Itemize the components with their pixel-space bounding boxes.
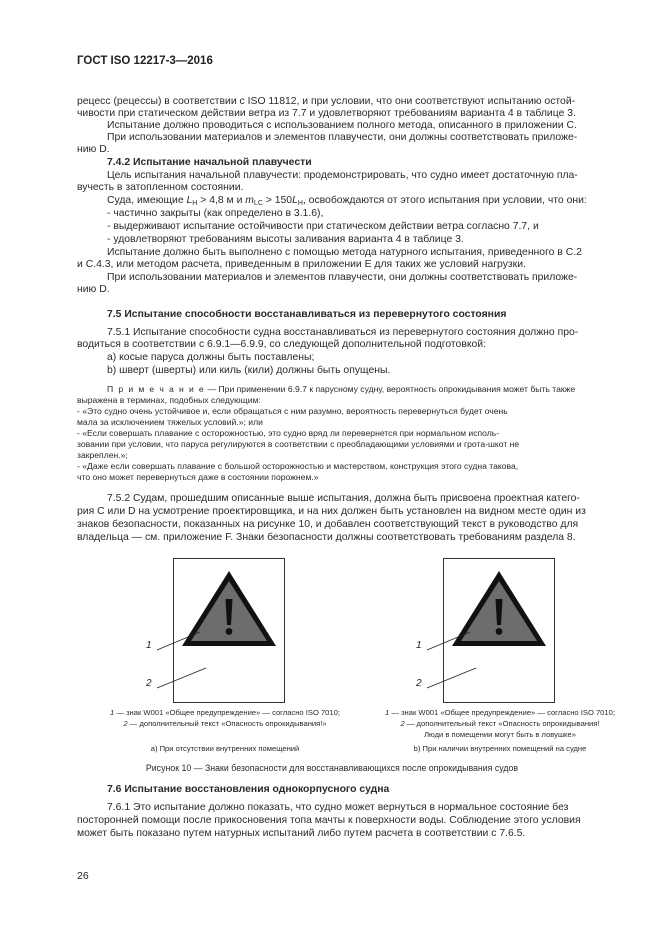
- text-line: водиться в соответствии с 6.9.1—6.9.9, со следующей дополнительной подготовкой:: [77, 339, 486, 350]
- note-line: П р и м е ч а н и е — При применении 6.9.7 к парусному судну, вероятность опрокидывания может быть также: [107, 384, 576, 394]
- note-line: мала за исключением тяжелых условий.»; или: [77, 417, 263, 427]
- figure-subcaption-a: a) При отсутствии внутренних помещений: [150, 744, 300, 753]
- text-line: а) косые паруса должны быть поставлены;: [107, 352, 315, 363]
- text-line: Испытание должно быть выполнено с помощью метода натурного испытания, приведенного в С.2: [107, 247, 582, 258]
- text-line: 7.5.2 Судам, прошедшим описанные выше испытания, должна быть присвоена проектная катего-: [107, 493, 580, 504]
- figure-caption-b-line3: Люди в помещении могут быть в ловушке»: [424, 730, 576, 739]
- text-line: владельца — см. приложение F. Знаки безопасности должны соответствовать требованиям раздела 8.: [77, 532, 576, 543]
- callout-leaders-b: [410, 600, 530, 700]
- callout-leaders-a: [140, 600, 260, 700]
- text-line: рецесс (рецессы) в соответствии с ISO 11812, и при условии, что они соответствуют испытанию остой-: [77, 96, 576, 107]
- section-heading-7-5: 7.5 Испытание способности восстанавливаться из перевернутого состояния: [107, 309, 507, 320]
- text-line: - удовлетворяют требованиям высоты заливания варианта 4 в таблице 3.: [107, 234, 464, 245]
- note-line: - «Это судно очень устойчивое и, если обращаться с ним разумно, вероятность перевернуться будет очень: [77, 406, 508, 416]
- text-line: может быть показано путем натурных испытаний либо путем расчета в соответствии с 7.6.5.: [77, 828, 526, 839]
- text-line: 7.6.1 Это испытание должно показать, что судно может вернуться в нормальное состояние без: [107, 802, 569, 813]
- document-header: ГОСТ ISO 12217-3—2016: [77, 55, 213, 67]
- page-number: 26: [77, 870, 89, 882]
- note-line: что оно может перевернуться даже в состоянии порожнем.»: [77, 472, 319, 482]
- callout-1-b: 1: [416, 640, 422, 651]
- note-line: - «Если совершать плавание с осторожностью, это судно вряд ли перевернется при нормальном исполь-: [77, 428, 500, 438]
- callout-2-b: 2: [416, 678, 422, 689]
- note-line: выражена в терминах, подобных следующим:: [77, 395, 261, 405]
- figure-caption-a-line2: 2 — дополнительный текст «Опасность опрокидывания!»: [123, 719, 327, 728]
- text-line: рия С или D на усмотрение проектировщика, и на них должен быть установлен на видном месте один из: [77, 506, 586, 517]
- text-line: - частично закрыты (как определено в 3.1.6),: [107, 208, 324, 219]
- callout-1-a: 1: [146, 640, 152, 651]
- figure-caption-a-line1: 1 — знак W001 «Общее предупреждение» — согласно ISO 7010;: [110, 708, 340, 717]
- text-line: нию D.: [77, 284, 110, 295]
- figure-title: Рисунок 10 — Знаки безопасности для восстанавливающихся после опрокидывания судов: [145, 763, 519, 773]
- text-line: чивости при статическом действии ветра из 7.7 и удовлетворяют требованиям варианта 4 в таблице 3.: [77, 108, 576, 119]
- figure-caption-b-line2: 2 — дополнительный текст «Опасность опрокидывания!: [400, 719, 600, 728]
- text-line: нию D.: [77, 144, 110, 155]
- text-line: и С.4.3, или методом расчета, приведенным в приложении Е для таких же условий нагрузки.: [77, 259, 526, 270]
- text-line: Испытание должно проводиться с использованием полного метода, описанного в приложении С.: [107, 120, 577, 131]
- figure-caption-b-line1: 1 — знак W001 «Общее предупреждение» — согласно ISO 7010;: [385, 708, 615, 717]
- text-line-formula: Суда, имеющие $L_H > 4,8$ м и $m_{LC} > 150L_H$, освобождаются от этого испытания при условии, что они:: [107, 195, 587, 207]
- note-line: зовании при условии, что паруса регулируются в соответствии с преобладающими условиями и грота-шкот не: [77, 439, 520, 449]
- text-line: Цель испытания начальной плавучести: продемонстрировать, что судно имеет достаточную пла-: [107, 170, 578, 181]
- note-line: закреплен.»;: [77, 450, 128, 460]
- section-heading-7-6: 7.6 Испытание восстановления однокорпусного судна: [107, 784, 390, 795]
- text-line: При использовании материалов и элементов плавучести, они должны соответствовать приложе-: [107, 272, 578, 283]
- text-line: вучесть в затопленном состоянии.: [77, 182, 244, 193]
- note-line: - «Даже если совершать плавание с большой осторожностью и мастерством, конструкция этого судна такова,: [77, 461, 519, 471]
- text-line: знаков безопасности, показанных на рисунке 10, и добавлен соответствующий текст в руководство для: [77, 519, 579, 530]
- text-line: При использовании материалов и элементов плавучести, они должны соответствовать приложе-: [107, 132, 578, 143]
- text-line: - выдерживают испытание остойчивости при статическом действии ветра согласно 7.7, и: [107, 221, 539, 232]
- section-heading-7-4-2: 7.4.2 Испытание начальной плавучести: [107, 157, 312, 168]
- text-line: b) шверт (шверты) или киль (кили) должны быть опущены.: [107, 365, 391, 376]
- text-line: посторонней помощи после прикосновения топа мачты к поверхности воды. Соблюдение этого условия: [77, 815, 581, 826]
- text-line: 7.5.1 Испытание способности судна восстанавливаться из перевернутого состояния должно про-: [107, 327, 579, 338]
- figure-subcaption-b: b) При наличии внутренних помещений на судне: [413, 744, 587, 753]
- callout-2-a: 2: [146, 678, 152, 689]
